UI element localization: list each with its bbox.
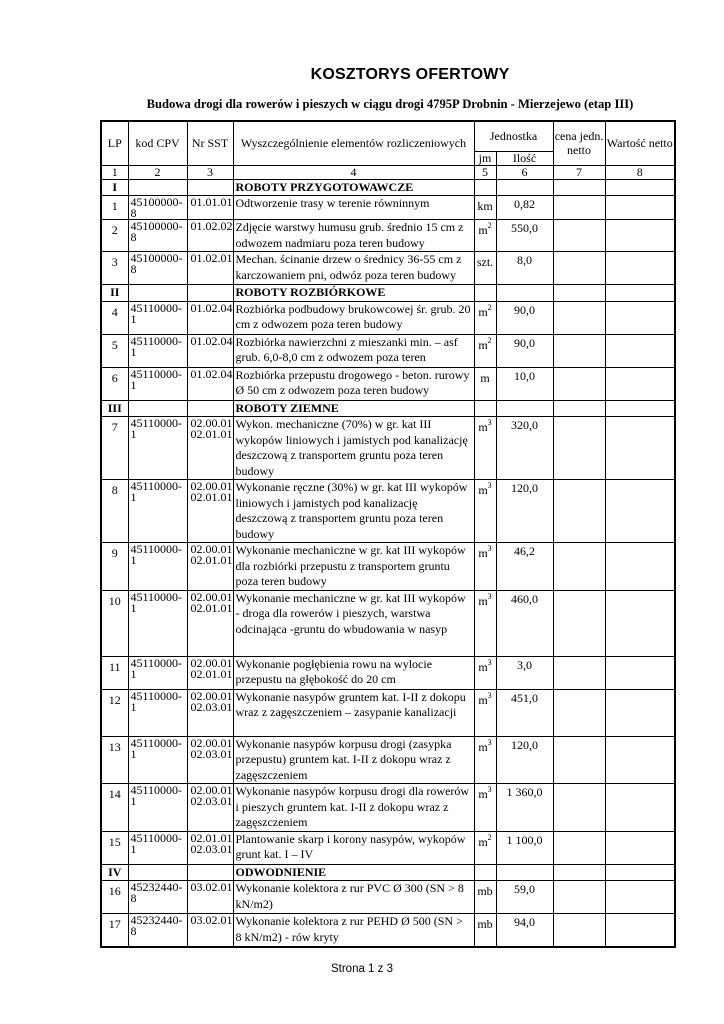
section-title: ROBOTY ZIEMNE [233,400,474,417]
cpv-code: 45110000-1 [128,543,187,591]
unit-price-cell[interactable] [553,196,605,220]
item-number: 16 [101,881,128,914]
table-row [101,252,675,285]
item-description: Wykonanie kolektora z rur PEHD Ø 500 (SN > 8 kN/m2) - rów kryty [233,914,474,947]
table-row [101,367,675,400]
header-sst: Nr SST [187,121,233,165]
unit-cell [474,480,496,543]
net-value-cell[interactable] [605,914,675,947]
sst-cell [187,831,233,864]
sst-cell [187,543,233,591]
item-description: Wykonanie nasypów korpusu drogi (zasypka przepustu) gruntem kat. I-II z dokopu wraz z zagęszczeniem [233,736,474,784]
col-number: 7 [553,165,605,179]
section-jm-cell [474,285,496,302]
unit-price-cell[interactable] [553,480,605,543]
net-value-cell[interactable] [605,689,675,736]
quantity-value: 1 100,0 [496,831,553,864]
item-description: Mechan. ścinanie drzew o średnicy 36-55 cm z karczowaniem pni, odwóz poza teren budowy [233,252,474,285]
sst-code: 02.00.01 [190,542,233,556]
section-value-cell [605,285,675,302]
document-subtitle: Budowa drogi dla rowerów i pieszych w ciągu drogi 4795P Drobnin - Mierzejewo (etap III) [146,97,634,111]
net-value-cell[interactable] [605,831,675,864]
section-cpv-cell [128,179,187,196]
unit-symbol: m [478,223,488,237]
section-cpv-cell [128,285,187,302]
unit-symbol: mb [477,917,493,931]
sst-code: 01.02.04 [190,301,233,315]
unit-price-cell[interactable] [553,831,605,864]
net-value-cell[interactable] [605,252,675,285]
item-number: 13 [101,736,128,784]
column-numbers-row [101,165,675,179]
unit-exponent: 3 [487,785,492,794]
item-number: 2 [101,220,128,252]
table-row [101,196,675,220]
quantity-value: 320,0 [496,417,553,480]
sst-code: 02.00.01 [190,590,233,604]
unit-cell [474,590,496,656]
section-qty-cell [496,400,553,417]
item-description: Wykonanie kolektora z rur PVC Ø 300 (SN > 8 kN/m2) [233,881,474,914]
section-title: ODWODNIENIE [233,864,474,881]
item-description: Wykon. mechaniczne (70%) w gr. kat III wykopów liniowych i jamistych pod kanalizację deszczową z transportem gruntu poza teren budowy [233,417,474,480]
sst-code: 02.00.01 [190,783,233,797]
section-sst-cell [187,179,233,196]
sst-code: 02.00.01 [190,689,233,703]
net-value-cell[interactable] [605,334,675,367]
unit-price-cell[interactable] [553,590,605,656]
unit-cell [474,689,496,736]
sst-code: 03.02.01 [190,913,233,927]
cpv-code: 45110000-1 [128,334,187,367]
item-number: 17 [101,914,128,947]
section-qty-cell [496,285,553,302]
unit-exponent: 3 [487,690,492,700]
item-number: 3 [101,252,128,285]
quantity-value: 8,0 [496,252,553,285]
sst-code: 02.01.01 [190,600,233,615]
sst-cell [187,252,233,285]
section-price-cell [553,400,605,417]
sst-code: 02.00.01 [190,416,233,430]
unit-cell [474,881,496,914]
quantity-value: 90,0 [496,334,553,367]
sst-code: 01.02.01 [190,251,233,265]
net-value-cell[interactable] [605,736,675,784]
section-sst-cell [187,400,233,417]
net-value-cell[interactable] [605,417,675,480]
item-number: 6 [101,367,128,400]
sst-code: 02.03.01 [190,794,233,808]
sst-cell [187,367,233,400]
item-number: 1 [101,196,128,220]
item-description: Wykonanie pogłębienia rowu na wylocie przepustu na głębokość do 20 cm [233,656,474,689]
unit-symbol: m [478,692,488,707]
item-description: Odtworzenie trasy w terenie równinnym [233,196,474,220]
cpv-code: 45100000-8 [128,196,187,220]
col-number: 1 [101,165,128,179]
sst-cell [187,334,233,367]
header-lp: LP [101,121,128,165]
sst-code: 02.01.01 [190,427,233,441]
section-price-cell [553,864,605,881]
unit-symbol: m [478,659,488,674]
item-description: Wykonanie mechaniczne w gr. kat III wykopów dla rozbiórki przepustu z transportem gruntu poza teren budowy [233,543,474,591]
section-number: II [101,285,128,302]
quantity-value: 0,82 [496,196,553,220]
unit-price-cell[interactable] [553,301,605,334]
table-row [101,220,675,252]
table-row [101,914,675,947]
item-number: 8 [101,480,128,543]
table-row [101,590,675,656]
section-jm-cell [474,400,496,417]
unit-price-cell[interactable] [553,543,605,591]
cpv-code: 45110000-1 [128,656,187,689]
sst-cell [187,914,233,947]
unit-symbol: m [478,593,488,608]
quantity-value: 460,0 [496,590,553,656]
section-sst-cell [187,864,233,881]
unit-exponent: 3 [487,418,492,427]
unit-price-cell[interactable] [553,736,605,784]
cpv-code: 45110000-1 [128,367,187,400]
quantity-value: 451,0 [496,689,553,736]
sst-code: 02.03.01 [190,699,233,714]
net-value-cell[interactable] [605,220,675,252]
document-title: KOSZTORYS OFERTOWY [310,66,510,83]
sst-cell [187,656,233,689]
cpv-code: 45110000-1 [128,417,187,480]
col-number: 5 [474,165,496,179]
col-number: 4 [233,165,474,179]
sst-code: 02.01.01 [190,831,233,845]
sst-code: 02.01.01 [190,490,233,504]
header-cpv: kod CPV [128,121,187,165]
unit-price-cell[interactable] [553,881,605,914]
unit-symbol: m [478,787,488,801]
sst-code: 02.00.01 [190,736,233,750]
section-number: I [101,179,128,196]
unit-price-cell[interactable] [553,252,605,285]
sst-cell [187,480,233,543]
sst-cell [187,784,233,832]
section-jm-cell [474,179,496,196]
col-number: 6 [496,165,553,179]
col-number: 3 [187,165,233,179]
section-row [101,864,675,881]
unit-cell [474,196,496,220]
item-description: Wykonanie nasypów korpusu drogi dla rowerów i pieszych gruntem kat. I-II z dokopu wraz z zagęszczeniem [233,784,474,832]
table-row [101,656,675,689]
unit-symbol: m [480,370,490,385]
quantity-value: 120,0 [496,736,553,784]
quantity-value: 94,0 [496,914,553,947]
unit-cell [474,543,496,591]
cpv-code: 45110000-1 [128,736,187,784]
cpv-code: 45232440-8 [128,881,187,914]
header-unit-group: Jednostka [474,121,553,151]
section-value-cell [605,864,675,881]
unit-exponent: 3 [487,657,492,667]
unit-price-cell[interactable] [553,417,605,480]
sst-cell [187,301,233,334]
unit-symbol: szt. [476,255,494,269]
unit-cell [474,784,496,832]
net-value-cell[interactable] [605,480,675,543]
table-row [101,784,675,832]
section-row [101,285,675,302]
unit-cell [474,656,496,689]
cpv-code: 45100000-8 [128,252,187,285]
quantity-value: 120,0 [496,480,553,543]
cpv-code: 45110000-1 [128,480,187,543]
item-number: 4 [101,301,128,334]
quantity-value: 90,0 [496,301,553,334]
unit-symbol: m [478,834,488,849]
unit-symbol: mb [477,884,493,898]
unit-exponent: 3 [487,591,492,601]
item-number: 12 [101,689,128,736]
unit-symbol: km [477,199,493,213]
section-number: III [101,400,128,417]
item-description: Zdjęcie warstwy humusu grub. średnio 15 cm z odwozem nadmiaru poza teren budowy [233,220,474,252]
item-description: Rozbiórka przepustu drogowego - beton. rurowy Ø 50 cm z odwozem poza teren budowy [233,367,474,400]
table-row [101,689,675,736]
table-row [101,334,675,367]
header-quantity: Ilość [496,151,553,165]
unit-cell [474,914,496,947]
unit-cell [474,831,496,864]
unit-price-cell[interactable] [553,220,605,252]
unit-exponent: 3 [487,544,492,553]
sst-cell [187,196,233,220]
sst-cell [187,590,233,656]
net-value-cell[interactable] [605,196,675,220]
unit-price-cell[interactable] [553,367,605,400]
item-number: 10 [101,590,128,656]
unit-cell [474,417,496,480]
page-footer: Strona 1 z 3 [330,963,393,975]
section-cpv-cell [128,400,187,417]
section-title: ROBOTY ROZBIÓRKOWE [233,285,474,302]
section-value-cell [605,400,675,417]
sst-code: 02.00.01 [190,479,233,493]
section-price-cell [553,179,605,196]
item-number: 5 [101,334,128,367]
section-number: IV [101,864,128,881]
section-jm-cell [474,864,496,881]
sst-code: 01.02.04 [190,334,233,348]
table-row [101,480,675,543]
cpv-code: 45110000-1 [128,689,187,736]
cpv-code: 45110000-1 [128,590,187,656]
cost-estimate-table [100,120,676,948]
net-value-cell[interactable] [605,301,675,334]
cpv-code: 45110000-1 [128,784,187,832]
unit-symbol: m [478,483,488,497]
quantity-value: 10,0 [496,367,553,400]
net-value-cell[interactable] [605,367,675,400]
sst-code: 01.02.04 [190,367,233,381]
unit-symbol: m [478,546,488,560]
section-value-cell [605,179,675,196]
header-jm: jm [474,151,496,165]
unit-cell [474,736,496,784]
sst-cell [187,417,233,480]
unit-exponent: 2 [487,221,492,230]
header-description: Wyszczególnienie elementów rozliczeniowych [233,121,474,165]
table-row [101,543,675,591]
section-qty-cell [496,864,553,881]
cpv-code: 45110000-1 [128,301,187,334]
unit-exponent: 2 [487,302,492,312]
table-row [101,736,675,784]
quantity-value: 3,0 [496,656,553,689]
sst-code: 02.03.01 [190,841,233,856]
sst-cell [187,689,233,736]
unit-cell [474,252,496,285]
section-title: ROBOTY PRZYGOTOWAWCZE [233,179,474,196]
table-row [101,417,675,480]
quantity-value: 59,0 [496,881,553,914]
sst-code: 02.01.01 [190,553,233,567]
table-row [101,301,675,334]
cpv-code: 45110000-1 [128,831,187,864]
unit-cell [474,301,496,334]
item-number: 14 [101,784,128,832]
quantity-value: 46,2 [496,543,553,591]
item-number: 11 [101,656,128,689]
item-description: Plantowanie skarp i korony nasypów, wykopów grunt kat. I – IV [233,831,474,864]
header-unit-price: cena jedn. netto [553,121,605,165]
sst-code: 02.03.01 [190,746,233,761]
unit-price-cell[interactable] [553,656,605,689]
unit-symbol: m [478,337,488,352]
item-description: Wykonanie ręczne (30%) w gr. kat III wykopów liniowych i jamistych pod kanalizację deszczową z transportem gruntu poza teren budowy [233,480,474,543]
sst-cell [187,881,233,914]
net-value-cell[interactable] [605,590,675,656]
table-row [101,831,675,864]
net-value-cell[interactable] [605,881,675,914]
col-number: 8 [605,165,675,179]
unit-exponent: 2 [487,335,492,345]
quantity-value: 550,0 [496,220,553,252]
unit-symbol: m [478,304,488,319]
unit-price-cell[interactable] [553,689,605,736]
section-sst-cell [187,285,233,302]
net-value-cell[interactable] [605,656,675,689]
section-qty-cell [496,179,553,196]
item-description: Rozbiórka nawierzchni z mieszanki min. – asf grub. 6,0-8,0 cm z odwozem poza teren [233,334,474,367]
unit-price-cell[interactable] [553,914,605,947]
unit-exponent: 3 [487,481,492,490]
item-number: 7 [101,417,128,480]
section-row [101,400,675,417]
item-number: 9 [101,543,128,591]
sst-code: 02.01.01 [190,666,233,681]
section-price-cell [553,285,605,302]
sst-code: 02.00.01 [190,656,233,670]
unit-cell [474,334,496,367]
sst-cell [187,220,233,252]
unit-cell [474,220,496,252]
unit-symbol: m [478,420,488,434]
net-value-cell[interactable] [605,784,675,832]
sst-code: 01.02.02 [190,219,233,233]
section-row [101,179,675,196]
unit-exponent: 3 [487,737,492,747]
col-number: 2 [128,165,187,179]
unit-price-cell[interactable] [553,784,605,832]
sst-code: 03.02.01 [190,880,233,894]
item-description: Rozbiórka podbudowy brukowcowej śr. grub. 20 cm z odwozem poza teren budowy [233,301,474,334]
net-value-cell[interactable] [605,543,675,591]
item-description: Wykonanie nasypów gruntem kat. I-II z dokopu wraz z zagęszczeniem – zasypanie kanalizacji [233,689,474,736]
unit-exponent: 2 [487,832,492,842]
sst-code: 01.01.01 [190,195,233,209]
sst-cell [187,736,233,784]
section-cpv-cell [128,864,187,881]
cpv-code: 45100000-8 [128,220,187,252]
table-row [101,881,675,914]
header-net-value: Wartość netto [605,121,675,165]
item-number: 15 [101,831,128,864]
item-description: Wykonanie mechaniczne w gr. kat III wykopów - droga dla rowerów i pieszych, warstwa odcinająca -gruntu do wbudowania w nasyp [233,590,474,656]
quantity-value: 1 360,0 [496,784,553,832]
unit-price-cell[interactable] [553,334,605,367]
cpv-code: 45232440-8 [128,914,187,947]
unit-cell [474,367,496,400]
unit-symbol: m [478,739,488,754]
